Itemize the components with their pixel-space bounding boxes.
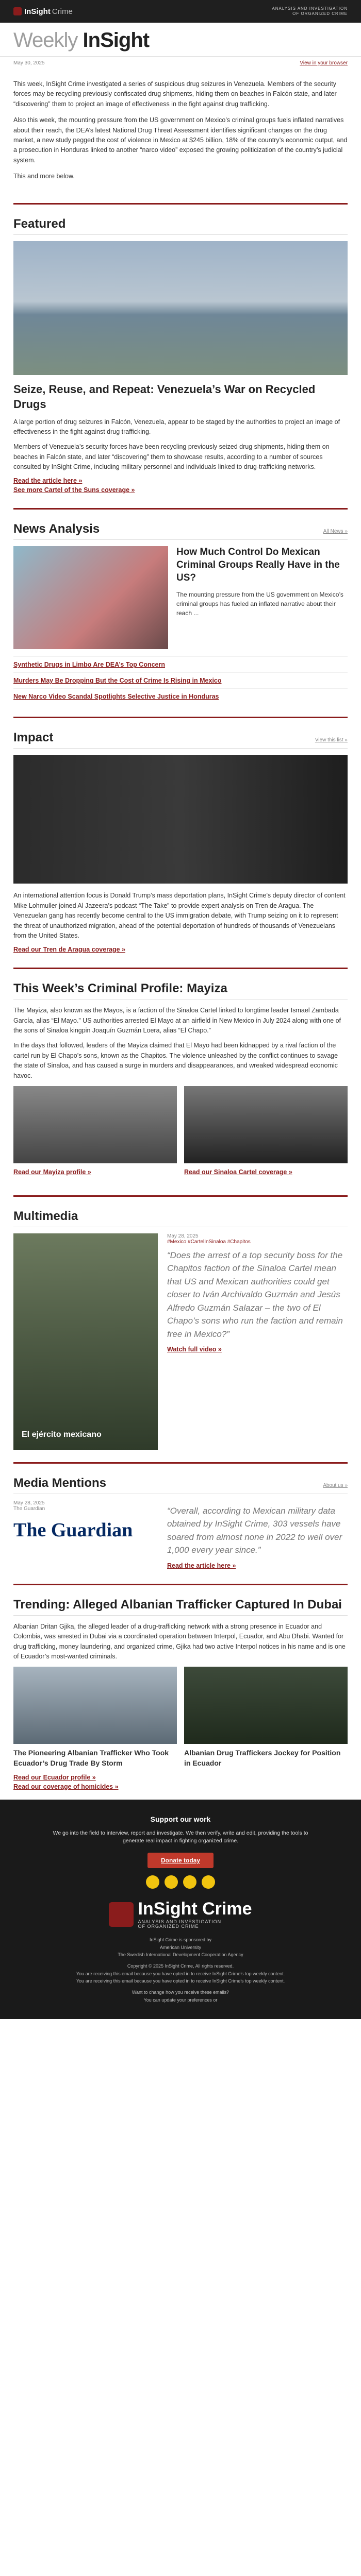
divider bbox=[13, 1195, 348, 1197]
donate-button[interactable]: Donate today bbox=[147, 1853, 214, 1868]
analysis-title[interactable]: How Much Control Do Mexican Criminal Groups Really Have in the US? bbox=[176, 547, 340, 583]
analysis-body: The mounting pressure from the US government on Mexico’s criminal groups has fueled an inflated narrative about their reach ... bbox=[176, 590, 343, 617]
section-heading: Multimedia bbox=[13, 1209, 78, 1223]
trending-image-left[interactable] bbox=[13, 1667, 177, 1744]
intro-paragraph: This and more below. bbox=[13, 173, 75, 180]
section-heading: Media Mentions bbox=[13, 1476, 107, 1490]
intro-paragraph: Also this week, the mounting pressure from the US government on Mexico’s criminal groups fuels inflated narratives about their reach, the DEA’s latest National Drug Threat Assessment identifies significant changes on the drug market, a new study pegged the cost of violence in Mexico at $245 billion, 18% of the country’s economic output, and a prosecution in Honduras linked to another “narco video” exposed the growing politicization of the country’s judicial system. bbox=[13, 116, 348, 164]
footer-logo-tag: ANALYSIS AND INVESTIGATION OF ORGANIZED CRIME bbox=[138, 1919, 222, 1929]
featured-paragraph: A large portion of drug seizures in Falcón, Venezuela, appear to be staged by the authorities to project an image of effectiveness in the fight against drug trafficking. bbox=[13, 418, 340, 435]
footer-body: We go into the field to interview, report and investigate. We then verify, write and edit, providing the tools to generate real impact in fighting organized crime. bbox=[53, 1829, 308, 1844]
video-date: May 28, 2025 bbox=[167, 1233, 199, 1239]
footer-logo-name: InSight Crime bbox=[138, 1899, 252, 1919]
news-link[interactable]: Synthetic Drugs in Limbo Are DEA’s Top Concern bbox=[13, 656, 348, 672]
trending-section bbox=[0, 1590, 361, 1800]
all-news-link[interactable]: All News » bbox=[323, 529, 348, 535]
footer-line: Want to change how you receive these emails? bbox=[132, 1990, 229, 1995]
mention-quote: “Overall, according to Mexican military data obtained by InSight Crime, 303 vessels have soared from almost none in 2022 to well over 1,000 every year since.” bbox=[167, 1505, 342, 1555]
outlet-logo: The Guardian bbox=[13, 1519, 133, 1541]
trending-image-right[interactable] bbox=[184, 1667, 348, 1744]
footer-line: You are receiving this email because you have opted in to receive InSight Crime’s top weekly content. bbox=[76, 1978, 285, 1984]
profile-section bbox=[0, 974, 361, 1190]
view-list-link[interactable]: View this list » bbox=[315, 737, 348, 743]
impact-image[interactable] bbox=[13, 755, 348, 884]
social-links bbox=[13, 1875, 348, 1889]
featured-paragraph: Members of Venezuela’s security forces have been recycling previously seized drug shipments, hiding them on beaches in Falcón state, and later “discovering” them to showcase results, according to a number of sources consulted by InSight Crime, including military personnel and individuals linked to drug-trafficking networks. bbox=[13, 443, 330, 471]
instagram-icon[interactable] bbox=[202, 1875, 215, 1889]
impact-section bbox=[0, 723, 361, 962]
read-article-link[interactable]: Read the article here » bbox=[13, 477, 83, 485]
coverage-link[interactable]: See more Cartel of the Suns coverage » bbox=[13, 486, 135, 494]
news-analysis-section bbox=[0, 515, 361, 711]
footer-logo bbox=[13, 1900, 348, 1929]
newsletter-title: Weekly InSight bbox=[13, 29, 150, 52]
impact-body: An international attention focus is Donald Trump’s mass deportation plans, InSight Crime’s deputy director of content Mike Lohmuller joined Al Jazeera’s podcast “The Take” to provide expert analysis on Tren de Aragua. The Venezuelan gang has recently become central to the US immigration debate, with Trump seizing on it to represent the threat of unauthorized migration, ahead of the potential deportation of hundreds of thousands of Venezuelans from the United States. bbox=[13, 892, 346, 939]
divider bbox=[13, 1462, 348, 1464]
intro bbox=[0, 69, 361, 198]
divider bbox=[13, 203, 348, 205]
map-icon bbox=[13, 7, 22, 15]
profile-paragraph: In the days that followed, leaders of the Mayiza claimed that El Mayo had been kidnapped by a rival faction of the cartel run by El Chapo’s sons, known as the Chapitos. The violence unleashed by the conflict continues to savage the state of Sinaloa, and has caused a surge in murders and disappearances, and wreaked widespread economic havoc. bbox=[13, 1042, 338, 1079]
footer-heading: Support our work bbox=[150, 1815, 211, 1823]
trending-body: Albanian Dritan Gjika, the alleged leader of a drug-trafficking network with a strong presence in Ecuador and Colombia, was arrested in Dubai via a coordinated operation between Interpol, Ecuador, and Abu Dhabi. Wanted for drug trafficking, money laundering, and organized crime, Gjika had two active Interpol notices in his name and is one of Ecuador’s most-wanted criminals. bbox=[13, 1622, 346, 1660]
footer-line: InSight Crime is sponsored by bbox=[149, 1937, 212, 1943]
news-link[interactable]: New Narco Video Scandal Spotlights Selective Justice in Honduras bbox=[13, 688, 348, 704]
section-heading: Impact bbox=[13, 731, 54, 745]
mention-date: May 28, 2025 bbox=[13, 1500, 45, 1506]
about-us-link[interactable]: About us » bbox=[323, 1482, 348, 1488]
footer bbox=[0, 1800, 361, 2020]
facebook-icon[interactable] bbox=[146, 1875, 159, 1889]
brand-suffix: Crime bbox=[52, 7, 73, 16]
profile-paragraph: The Mayiza, also known as the Mayos, is a faction of the Sinaloa Cartel linked to longtime leader Ismael Zambada García, alias “El Mayo.” US authorities arrested El Mayo at an airfield in New Mexico in July 2024 along with one of the sons of Sinaloa kingpin Joaquín Guzmán Loera, alias “El Chapo.” bbox=[13, 1007, 341, 1035]
issue-date: May 30, 2025 bbox=[13, 60, 45, 66]
footer-line: The Swedish International Development Cooperation Agency bbox=[118, 1952, 243, 1957]
read-article-link[interactable]: Read the article here » bbox=[167, 1562, 236, 1569]
profile-link[interactable]: Read our Mayiza profile » bbox=[13, 1168, 91, 1176]
featured-image[interactable] bbox=[13, 241, 348, 375]
view-online-link[interactable]: View in your browser bbox=[300, 60, 348, 66]
divider bbox=[13, 1584, 348, 1585]
tagline: ANALYSIS AND INVESTIGATION OF ORGANIZED CRIME bbox=[272, 6, 348, 16]
trending-title-left[interactable]: The Pioneering Albanian Trafficker Who Took Ecuador’s Drug Trade By Storm bbox=[13, 1749, 169, 1768]
trending-title-right[interactable]: Albanian Drug Traffickers Jockey for Position in Ecuador bbox=[184, 1749, 341, 1768]
section-heading: Featured bbox=[13, 217, 66, 231]
coverage-link[interactable]: Read our coverage of homicides » bbox=[13, 1783, 119, 1790]
map-icon bbox=[109, 1902, 134, 1927]
coverage-link[interactable]: Read our Tren de Aragua coverage » bbox=[13, 946, 125, 954]
meta-row bbox=[0, 57, 361, 69]
mention-outlet: The Guardian bbox=[13, 1505, 45, 1512]
intro-paragraph: This week, InSight Crime investigated a series of suspicious drug seizures in Venezuela. Members of the security forces may be recycling previously confiscated drug shipments, hiding them on beaches in Falcón state, and later “discovering” them to project an image of effectiveness in the fight against drug trafficking. bbox=[13, 80, 337, 108]
profile-image-left[interactable] bbox=[13, 1086, 177, 1163]
video-thumbnail[interactable] bbox=[13, 1233, 158, 1450]
section-heading: Trending: Alleged Albanian Trafficker Captured In Dubai bbox=[13, 1597, 342, 1612]
section-heading: This Week’s Criminal Profile: Mayiza bbox=[13, 981, 227, 996]
top-bar bbox=[0, 0, 361, 23]
section-heading: News Analysis bbox=[13, 522, 100, 536]
video-quote: “Does the arrest of a top security boss for the Chapitos faction of the Sinaloa Cartel mean that US and Mexican authorities could get closer to Iván Archivaldo Guzmán and Jesús Alfredo Guzmán Salazar – the two of El Chapo’s sons who run the faction and remain free in Mexico?” bbox=[167, 1250, 343, 1339]
divider bbox=[13, 508, 348, 510]
multimedia-section bbox=[0, 1202, 361, 1457]
watch-video-link[interactable]: Watch full video » bbox=[167, 1346, 222, 1353]
footer-line: You are receiving this email because you have opted in to receive InSight Crime’s top weekly content. bbox=[76, 1971, 285, 1976]
brand-name: InSight bbox=[24, 7, 51, 16]
youtube-icon[interactable] bbox=[183, 1875, 196, 1889]
masthead bbox=[0, 23, 361, 57]
featured-title[interactable]: Seize, Reuse, and Repeat: Venezuela’s War on Recycled Drugs bbox=[13, 383, 316, 411]
divider bbox=[13, 968, 348, 969]
video-caption: El ejército mexicano bbox=[22, 1430, 102, 1439]
featured-section bbox=[0, 210, 361, 503]
analysis-image[interactable] bbox=[13, 546, 168, 649]
profile-image-right[interactable] bbox=[184, 1086, 348, 1163]
x-icon[interactable] bbox=[165, 1875, 178, 1889]
news-link[interactable]: Murders May Be Dropping But the Cost of Crime Is Rising in Mexico bbox=[13, 672, 348, 688]
video-tags: #Mexico #CartelInSinaloa #Chapitos bbox=[167, 1239, 251, 1245]
preferences-line[interactable]: You can update your preferences or bbox=[143, 1997, 218, 2003]
profile-link[interactable]: Read our Ecuador profile » bbox=[13, 1773, 96, 1781]
copyright: Copyright © 2025 InSight Crime, All rights reserved. bbox=[127, 1963, 234, 1969]
footer-line: American University bbox=[159, 1944, 202, 1950]
coverage-link[interactable]: Read our Sinaloa Cartel coverage » bbox=[184, 1168, 292, 1176]
media-mentions-section bbox=[0, 1469, 361, 1579]
brand-logo[interactable] bbox=[13, 7, 73, 16]
divider bbox=[13, 717, 348, 718]
